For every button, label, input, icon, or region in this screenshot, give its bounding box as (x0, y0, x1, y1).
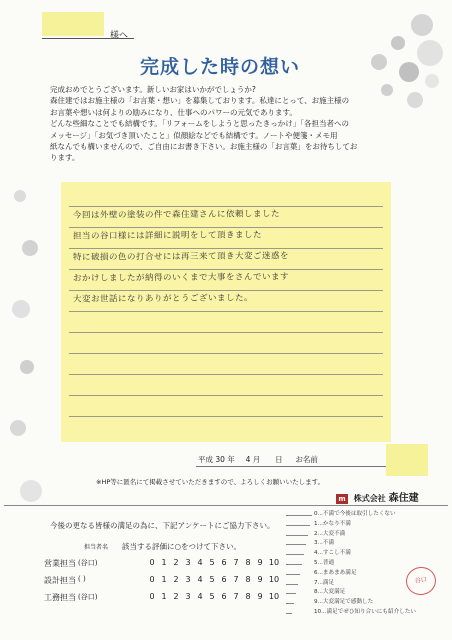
honorific: 様へ (110, 31, 129, 41)
rating-option[interactable]: 10 (268, 592, 280, 601)
survey-row-staff: (谷口) (78, 559, 98, 567)
company-prefix: 株式会社 (353, 494, 386, 503)
intro-text (50, 84, 400, 164)
date-month: 4 (245, 455, 251, 464)
survey-intro: 今後の更なる皆様の満足の為に、下記アンケートにご協力下さい。 (50, 521, 275, 530)
rating-option[interactable]: 7 (233, 575, 239, 584)
ruled-line (69, 311, 383, 312)
date-month-suffix: 月 (252, 455, 261, 464)
ruled-line (69, 332, 383, 333)
date-row (198, 454, 318, 465)
rating-option[interactable]: 0 (149, 575, 155, 584)
survey-col-instruction: 該当する評価に○をつけて下さい。 (122, 542, 242, 551)
rating-option[interactable]: 0 (149, 592, 155, 601)
legend-item: 1...かなり不満 (286, 520, 412, 530)
intro-line: 森住建ではお施主様の「お言葉・想い」を募集しております。私達にとって、お施主様の (50, 96, 350, 106)
rating-option[interactable]: 3 (185, 592, 191, 601)
page-title: 完成した時の想い (140, 56, 301, 78)
intro-line: 完成おめでとうございます。新しいお家はいかがでしょうか? (50, 85, 256, 94)
rating-option[interactable]: 5 (209, 575, 215, 584)
handwritten-line: 今回は外壁の塗装の件で森住建さんに依頼しました (72, 209, 281, 221)
intro-line: メッセージ」「お気づき頂いたこと」似顔絵などでも結構です。ノートや便箋・メモ用 (50, 130, 338, 140)
rating-option[interactable]: 1 (161, 592, 167, 601)
rating-option[interactable]: 4 (197, 592, 203, 601)
ruled-line (69, 353, 383, 354)
handwritten-line: 大変お世話になりありがとうございました。 (72, 293, 254, 305)
intro-line: どんな些細なことでも結構です。「リフォームをしようと思ったきっかけ」「各担当者への (50, 119, 350, 129)
legend-item: 3...不満 (286, 539, 412, 549)
survey-row-label: 設計担当 (44, 576, 76, 585)
rating-option[interactable]: 6 (221, 575, 227, 584)
company-logo: m (336, 494, 348, 504)
rating-option[interactable]: 10 (268, 575, 280, 584)
rating-option[interactable]: 8 (245, 592, 251, 601)
rating-option[interactable]: 5 (209, 592, 215, 601)
hp-notice: ※HP等に匿名にて掲載させていただきますので、よろしくお願いいたします。 (96, 478, 325, 486)
handwritten-line: おかけしましたが納得のいくまで大事をさんでいます (72, 272, 290, 284)
rating-option[interactable]: 2 (173, 575, 179, 584)
customer-name-highlight (42, 12, 104, 36)
rating-option[interactable]: 4 (197, 575, 203, 584)
legend-item: 9...大変満足で感動した (286, 598, 412, 608)
decorative-side-dots (8, 190, 38, 520)
rating-option[interactable]: 9 (257, 592, 263, 601)
date-year-suffix: 年 (227, 455, 235, 464)
rating-option[interactable]: 7 (233, 558, 239, 567)
date-year: 30 (215, 455, 225, 464)
signature-highlight (386, 444, 428, 476)
rating-option[interactable]: 8 (245, 558, 251, 567)
legend-item: 2...大変不満 (286, 530, 412, 540)
rating-option[interactable]: 5 (209, 558, 215, 567)
legend-item: 5...普通 (286, 559, 412, 569)
rating-option[interactable]: 2 (173, 558, 179, 567)
section-divider (4, 505, 448, 506)
rating-option[interactable]: 9 (257, 558, 263, 567)
rating-option[interactable]: 4 (197, 558, 203, 567)
rating-option[interactable]: 8 (245, 575, 251, 584)
legend-item: 7...満足 (286, 579, 412, 589)
rating-option[interactable]: 1 (161, 575, 167, 584)
rating-option[interactable]: 0 (149, 558, 155, 567)
intro-line: お言葉や想いは何よりの励みになり、仕事へのパワーの元気であります。 (50, 107, 297, 117)
rating-option[interactable]: 9 (257, 575, 263, 584)
rating-scale (146, 575, 282, 584)
survey-row-label: 工務担当 (44, 593, 76, 602)
ruled-line (69, 374, 383, 375)
date-underline (196, 466, 386, 467)
survey-row-label: 営業担当 (44, 559, 76, 568)
staff-stamp: 谷口 (404, 565, 438, 597)
name-underline (42, 38, 134, 39)
rating-option[interactable]: 10 (268, 558, 280, 567)
legend-item: 8...大変満足 (286, 588, 412, 598)
intro-line: ります。 (50, 153, 80, 163)
name-label: お名前 (295, 455, 318, 464)
intro-line: 紙なんでも構いませんので、ご自由にお書き下さい。お施主様の「お言葉」をお待ちしてお (50, 142, 358, 152)
rating-option[interactable]: 6 (221, 558, 227, 567)
handwritten-line: 担当の谷口様には詳細に説明をして頂きました (72, 230, 263, 242)
survey-col-name: 担当者名 (84, 544, 109, 551)
legend-item: 0...不満で今後は取引したくない (286, 510, 412, 520)
legend-item: 10...満足でぜひ知り合いにも紹介したい (286, 608, 412, 618)
legend-item: 6...まあまあ満足 (286, 569, 412, 579)
rating-scale (146, 592, 282, 601)
rating-option[interactable]: 6 (221, 592, 227, 601)
rating-scale (146, 558, 282, 567)
handwritten-line: 特に破損の色の打合せには再三来て頂き大変ご迷惑を (72, 251, 290, 263)
rating-option[interactable]: 2 (173, 592, 179, 601)
rating-option[interactable]: 3 (185, 575, 191, 584)
company-signature (336, 489, 419, 504)
survey-row-staff: ( ) (78, 575, 86, 583)
ruled-line (69, 416, 383, 417)
ruled-line (69, 395, 383, 396)
date-day-suffix: 日 (275, 455, 283, 464)
survey-row-staff: (谷口) (78, 593, 98, 601)
date-era: 平成 (198, 455, 213, 464)
rating-option[interactable]: 7 (233, 592, 239, 601)
rating-option[interactable]: 3 (185, 558, 191, 567)
legend-item: 4...すこし不満 (286, 549, 412, 559)
rating-legend (286, 510, 416, 618)
rating-option[interactable]: 1 (161, 558, 167, 567)
handwritten-note-card (61, 182, 391, 442)
company-name: 森住建 (388, 493, 419, 504)
